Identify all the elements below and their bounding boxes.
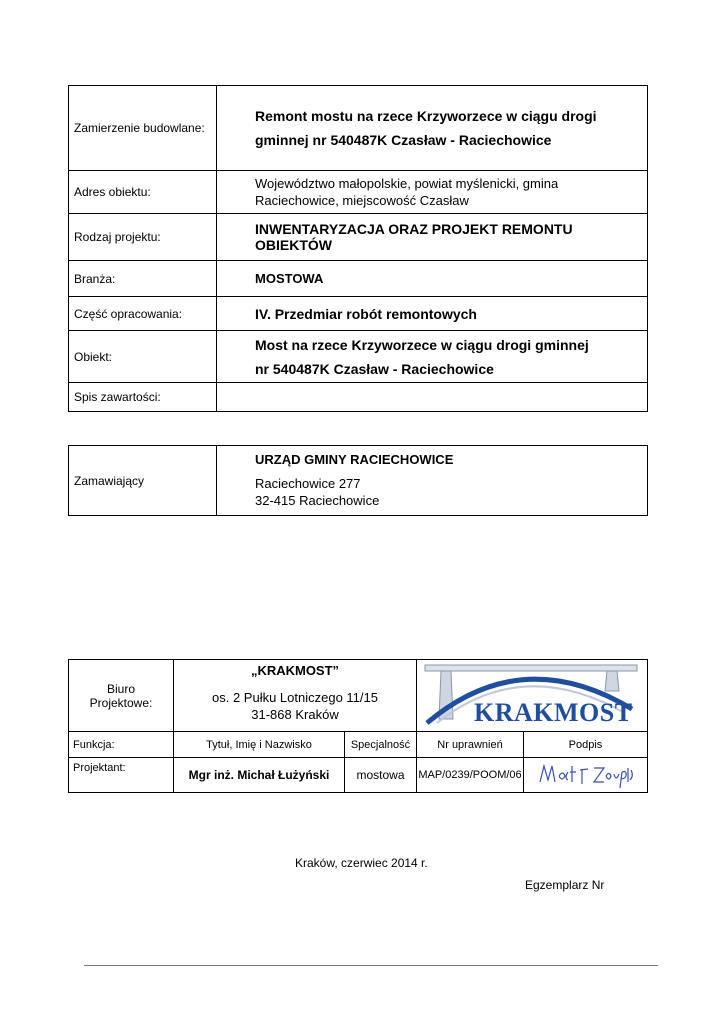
office-details [174,660,417,732]
project-info-table [68,85,648,412]
header-cell: Tytuł, Imię i Nazwisko [174,732,345,758]
logo-text: KRAKMOST [474,697,633,727]
value-line: Remont mostu na rzece Krzyworzece w ciągu drogi [255,108,597,124]
signature-stroke [540,766,588,784]
project-row-adres [69,171,648,214]
header-cell: Specjalność [345,732,417,758]
client-label: Zamawiający [69,446,217,516]
row-value [217,383,648,412]
project-row-obiekt [69,331,648,383]
office-label [69,660,174,732]
design-office-table [68,659,648,793]
project-row-branza [69,261,648,297]
signatory-name: Mgr inż. Michał Łużyński [174,758,345,793]
row-label: Adres obiektu: [69,171,217,214]
value-line: INWENTARYZACJA ORAZ PROJEKT REMONTU [255,221,573,237]
client-name: URZĄD GMINY RACIECHOWICE [255,452,454,467]
signature-stroke [594,768,632,788]
row-value [217,86,648,171]
value-line: Województwo małopolskie, powiat myślenicki, gmina [255,176,559,191]
footer-divider [84,965,658,966]
signature-image [536,760,636,790]
value-line: nr 540487K Czasław - Raciechowice [255,360,494,377]
signature-cell [524,758,648,793]
value-line: Raciechowice, miejscowość Czasław [255,193,469,208]
bridge-pier-icon [605,671,619,691]
signatory-function: Projektant: [69,758,174,793]
office-logo-cell [417,660,648,732]
row-label: Spis zawartości: [69,383,217,412]
row-value [217,214,648,261]
office-label-line: Projektowe: [89,695,153,710]
row-label: Branża: [69,261,217,297]
row-label: Rodzaj projektu: [69,214,217,261]
project-row-czesc [69,297,648,331]
office-row [69,660,648,732]
office-company: „KRAKMOST” [250,663,340,678]
row-value [217,171,648,214]
signatory-row [69,758,648,793]
value-line: Most na rzece Krzyworzece w ciągu drogi gminnej [255,336,589,353]
row-label: Zamierzenie budowlane: [69,86,217,171]
header-cell: Funkcja: [69,732,174,758]
client-table [68,445,648,516]
row-value [217,331,648,383]
header-cell: Podpis [524,732,648,758]
client-row [69,446,648,516]
value-line: gminnej nr 540487K Czasław - Raciechowice [255,132,552,148]
signatories-header-row [69,732,648,758]
office-address-line: 31-868 Kraków [251,707,339,722]
row-label: Obiekt: [69,331,217,383]
project-row-rodzaj [69,214,648,261]
bridge-deck-icon [425,665,637,671]
row-value: MOSTOWA [217,261,648,297]
signatory-specialty: mostowa [345,758,417,793]
client-details [217,446,648,516]
row-value: IV. Przedmiar robót remontowych [217,297,648,331]
project-row-spis [69,383,648,412]
krakmost-logo [417,661,646,731]
office-address-line: os. 2 Pułku Lotniczego 11/15 [212,690,378,705]
client-address-line: 32-415 Raciechowice [255,493,380,508]
client-address-line: Raciechowice 277 [255,476,361,491]
signatory-license: MAP/0239/POOM/06 [417,758,524,793]
office-label-line: Biuro [106,681,135,696]
place-date: Kraków, czerwiec 2014 r. [295,856,428,870]
header-cell: Nr uprawnień [417,732,524,758]
project-row-zamierzenie [69,86,648,171]
copy-number-label: Egzemplarz Nr [525,878,605,892]
row-label: Część opracowania: [69,297,217,331]
value-line: OBIEKTÓW [255,237,332,253]
